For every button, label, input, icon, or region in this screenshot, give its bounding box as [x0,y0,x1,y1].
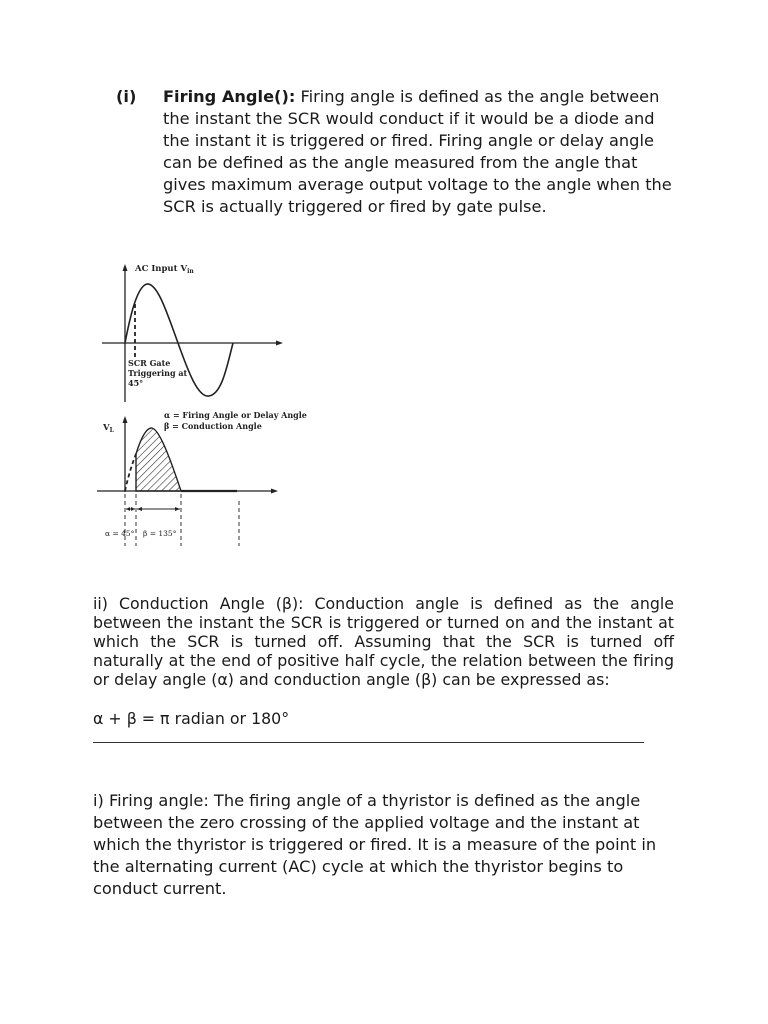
section-number: (i) [116,87,137,106]
vl-x-arrow [271,489,278,494]
section-term: Firing Angle(): [163,87,296,106]
section-text: Firing angle is defined as the angle between the instant the SCR would conduct if it would be a diode and the instant it is triggered or fired. Firing angle or delay angle can be defined as the angle measured from the angle that gives maximum average output voltage to the angle when the SCR is actually triggered or fired by gate pulse. [163,87,672,216]
ac-input-label: AC Input $V_{in}$ [135,264,194,275]
gate-label-line3: 45° [128,378,144,388]
ac-y-arrow [123,264,128,271]
vl-rising-dashed [125,454,136,491]
horizontal-divider [93,742,644,743]
ac-input-graph [102,264,283,402]
section-conduction-angle [93,594,674,689]
ac-x-arrow [276,341,283,346]
vl-y-arrow [123,416,128,423]
scr-waveform-diagram [92,256,312,551]
section-body [163,86,676,218]
load-voltage-graph [97,410,307,546]
section-firing-angle [116,86,676,218]
conduction-area [136,428,181,491]
legend-alpha: α = Firing Angle or Delay Angle [164,410,307,420]
alpha-value-label: α = 45° [105,529,135,538]
beta-value-label: β = 135° [143,529,177,538]
conduction-angle-text: ii) Conduction Angle (β): Conduction angle is defined as the angle between the instant the SCR is triggered or turned on and the instant at which the SCR is turned off. Assuming that the SCR is turned off naturally at the end of positive half cycle, the relation between the firing or delay angle (α) and conduction angle (β) can be expressed as: [93,594,674,689]
angle-formula: α + β = π radian or 180° [93,709,290,728]
section-firing-angle-alt [93,790,683,900]
gate-label-line1: SCR Gate [128,358,171,368]
vl-label: $V_L$ [103,423,114,434]
beta-dimension-arrow [137,507,180,511]
gate-label-line2: Triggering at [128,368,188,378]
firing-angle-alt-text: i) Firing angle: The firing angle of a thyristor is defined as the angle between the zero crossing of the applied voltage and the instant at which the thyristor is triggered or fired. It is a measure of the point in the alternating current (AC) cycle at which the thyristor begins to conduct current. [93,791,657,898]
alpha-dimension-arrow [126,507,135,511]
legend-beta: β = Conduction Angle [164,421,262,431]
